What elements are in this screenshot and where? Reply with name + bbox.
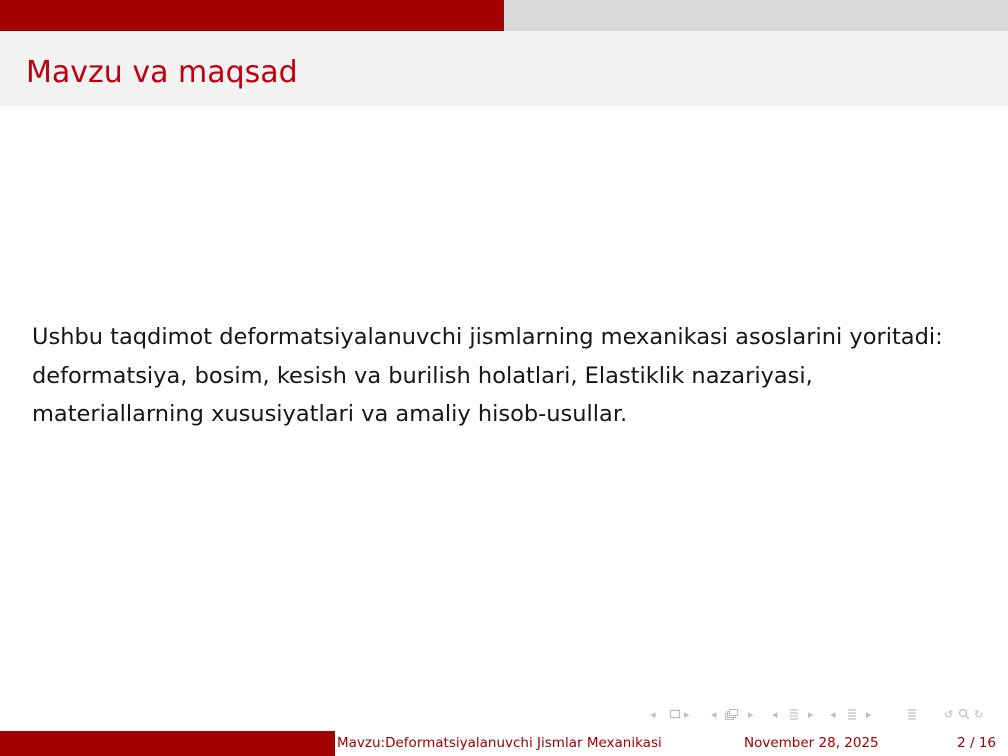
subsection-prev-icon[interactable]: ◂ — [772, 708, 778, 721]
frame-title: Mavzu va maqsad — [26, 55, 298, 90]
slide-prev-icon[interactable]: ◂ — [711, 708, 717, 721]
slide-next-icon[interactable]: ▸ — [748, 708, 754, 721]
subsection-icon[interactable] — [788, 708, 800, 720]
footline-author-box — [0, 731, 335, 756]
progress-fill — [0, 0, 504, 31]
footline-page-number: 2 / 16 — [957, 735, 996, 751]
body-text: Ushbu taqdimot deformatsiyalanuvchi jismlarning mexanikasi asoslarini yoritadi: deformatsiya, bosim, kesish va burilish holatlari, Elastiklik nazariyasi, materiallarning xususiyatlari va amaliy hisob-usullar. — [32, 324, 943, 427]
section-icon[interactable] — [846, 708, 858, 720]
frame-prev-icon[interactable]: ◂ — [650, 708, 656, 721]
footline-title: Mavzu:Deformatsiyalanuvchi Jismlar Mexanikasi — [337, 735, 662, 751]
slide-icon[interactable] — [724, 708, 740, 722]
subsection-next-icon[interactable]: ▸ — [808, 708, 814, 721]
search-icon[interactable] — [958, 708, 970, 720]
footline — [0, 731, 1008, 756]
frame-next-icon[interactable]: ▸ — [684, 708, 690, 721]
frame-icon[interactable] — [669, 708, 681, 720]
progress-bar — [0, 0, 1008, 31]
section-prev-icon[interactable]: ◂ — [830, 708, 836, 721]
section-next-icon[interactable]: ▸ — [866, 708, 872, 721]
forward-icon[interactable]: ↻ — [974, 708, 984, 721]
back-icon[interactable]: ↺ — [944, 708, 954, 721]
navigation-symbols — [648, 706, 1004, 726]
footline-date: November 28, 2025 — [744, 735, 879, 751]
footline-title-box — [335, 731, 673, 756]
appendix-icon[interactable] — [906, 708, 918, 720]
